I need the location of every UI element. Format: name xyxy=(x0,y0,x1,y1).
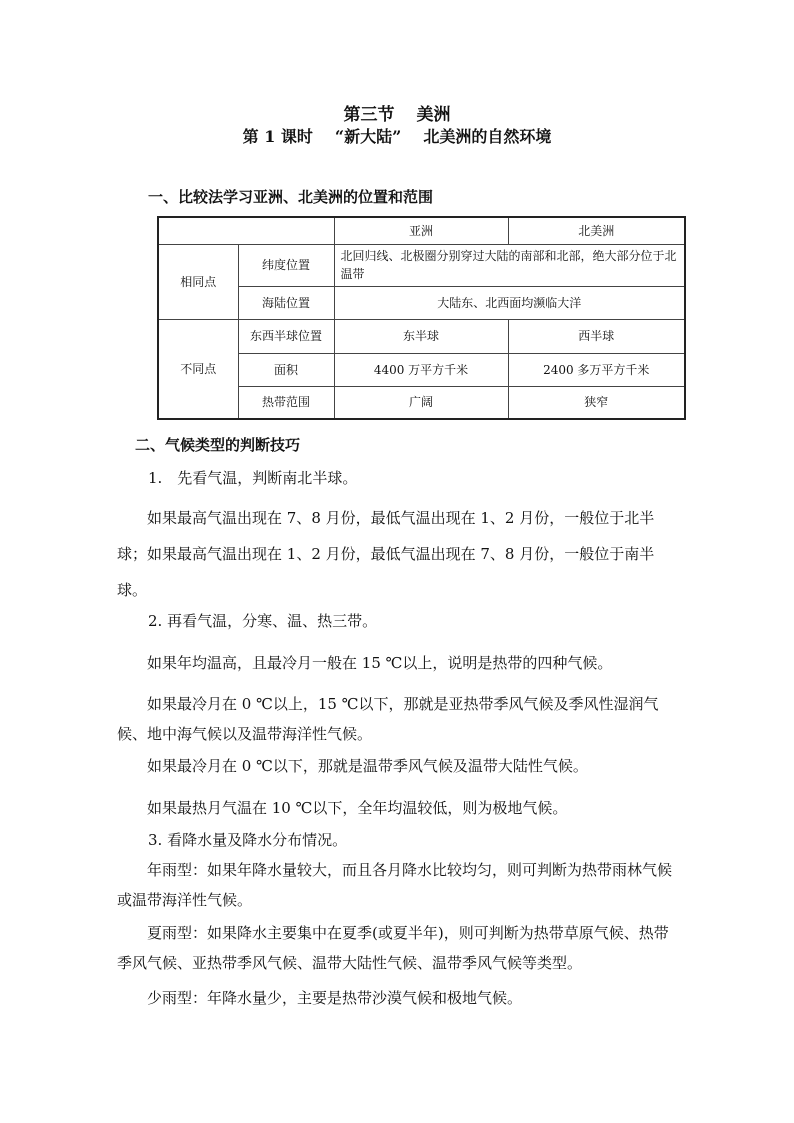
table-row xyxy=(158,319,685,353)
paragraph-step1: 1. 先看气温，判断南北半球。 xyxy=(148,469,358,487)
paragraph-year-rain: 年雨型：如果年降水量较大，而且各月降水比较均匀，则可判断为热带雨林气候或温带海洋性气候。 xyxy=(117,861,673,909)
sealand-value: 大陆东、北西面均濒临大洋 xyxy=(334,286,685,319)
lesson-title xyxy=(0,124,794,147)
lesson-number: 第 1 课时 xyxy=(242,127,313,146)
table-row xyxy=(158,244,685,286)
area-asia: 4400 万平方千米 xyxy=(334,353,508,386)
paragraph-subtropical: 如果最冷月在 0 ℃以上，15 ℃以下，那就是亚热带季风气候及季风性湿润气候、地中海气候以及温带海洋性气候。 xyxy=(117,695,659,743)
lesson-subtitle: 北美洲的自然环境 xyxy=(423,127,552,146)
table-row xyxy=(158,286,685,319)
paragraph-summer-rain: 夏雨型：如果降水主要集中在夏季(或夏半年)，则可判断为热带草原气候、热带季风气候、亚热带季风气候、温带大陆性气候、温带季风气候等类型。 xyxy=(117,924,669,972)
table-header-row xyxy=(158,217,685,244)
latitude-value: 北回归线、北极圈分别穿过大陆的南部和北部，绝大部分位于北温带 xyxy=(334,244,685,286)
group-same: 相同点 xyxy=(158,244,238,319)
row-label-tropic: 热带范围 xyxy=(238,386,334,419)
comparison-table xyxy=(157,216,686,420)
row-label-latitude: 纬度位置 xyxy=(238,244,334,286)
row-label-sealand: 海陆位置 xyxy=(238,286,334,319)
table-row xyxy=(158,386,685,419)
row-label-hemisphere: 东西半球位置 xyxy=(238,319,334,353)
paragraph-tropical: 如果年均温高，且最冷月一般在 15 ℃以上，说明是热带的四种气候。 xyxy=(147,654,613,672)
section-number: 第三节 xyxy=(343,105,395,125)
paragraph-step2: 2. 再看气温，分寒、温、热三带。 xyxy=(148,612,378,630)
section-name: 美洲 xyxy=(416,105,451,125)
header-asia: 亚洲 xyxy=(334,217,508,244)
area-north-america: 2400 多万平方千米 xyxy=(508,353,685,386)
paragraph-polar: 如果最热月气温在 10 ℃以下，全年均温较低，则为极地气候。 xyxy=(147,799,568,817)
paragraph-step3: 3. 看降水量及降水分布情况。 xyxy=(148,831,348,849)
section2-heading: 二、气候类型的判断技巧 xyxy=(135,436,301,454)
row-label-area: 面积 xyxy=(238,353,334,386)
section-title xyxy=(0,100,794,125)
table-corner-cell xyxy=(158,217,334,244)
table-row xyxy=(158,353,685,386)
tropic-asia: 广阔 xyxy=(334,386,508,419)
paragraph-hemisphere: 如果最高气温出现在 7、8 月份，最低气温出现在 1、2 月份，一般位于北半球；如果最高气温出现在 1、2 月份，最低气温出现在 7、8 月份，一般位于南半球。 xyxy=(117,509,655,599)
tropic-north-america: 狭窄 xyxy=(508,386,685,419)
group-diff: 不同点 xyxy=(158,319,238,419)
header-north-america: 北美洲 xyxy=(508,217,685,244)
hemisphere-asia: 东半球 xyxy=(334,319,508,353)
hemisphere-north-america: 西半球 xyxy=(508,319,685,353)
section1-heading: 一、比较法学习亚洲、北美洲的位置和范围 xyxy=(148,188,434,206)
paragraph-temperate: 如果最冷月在 0 ℃以下，那就是温带季风气候及温带大陆性气候。 xyxy=(147,757,588,775)
lesson-topic: “新大陆” xyxy=(334,127,402,146)
paragraph-little-rain: 少雨型：年降水量少，主要是热带沙漠气候和极地气候。 xyxy=(147,989,523,1007)
